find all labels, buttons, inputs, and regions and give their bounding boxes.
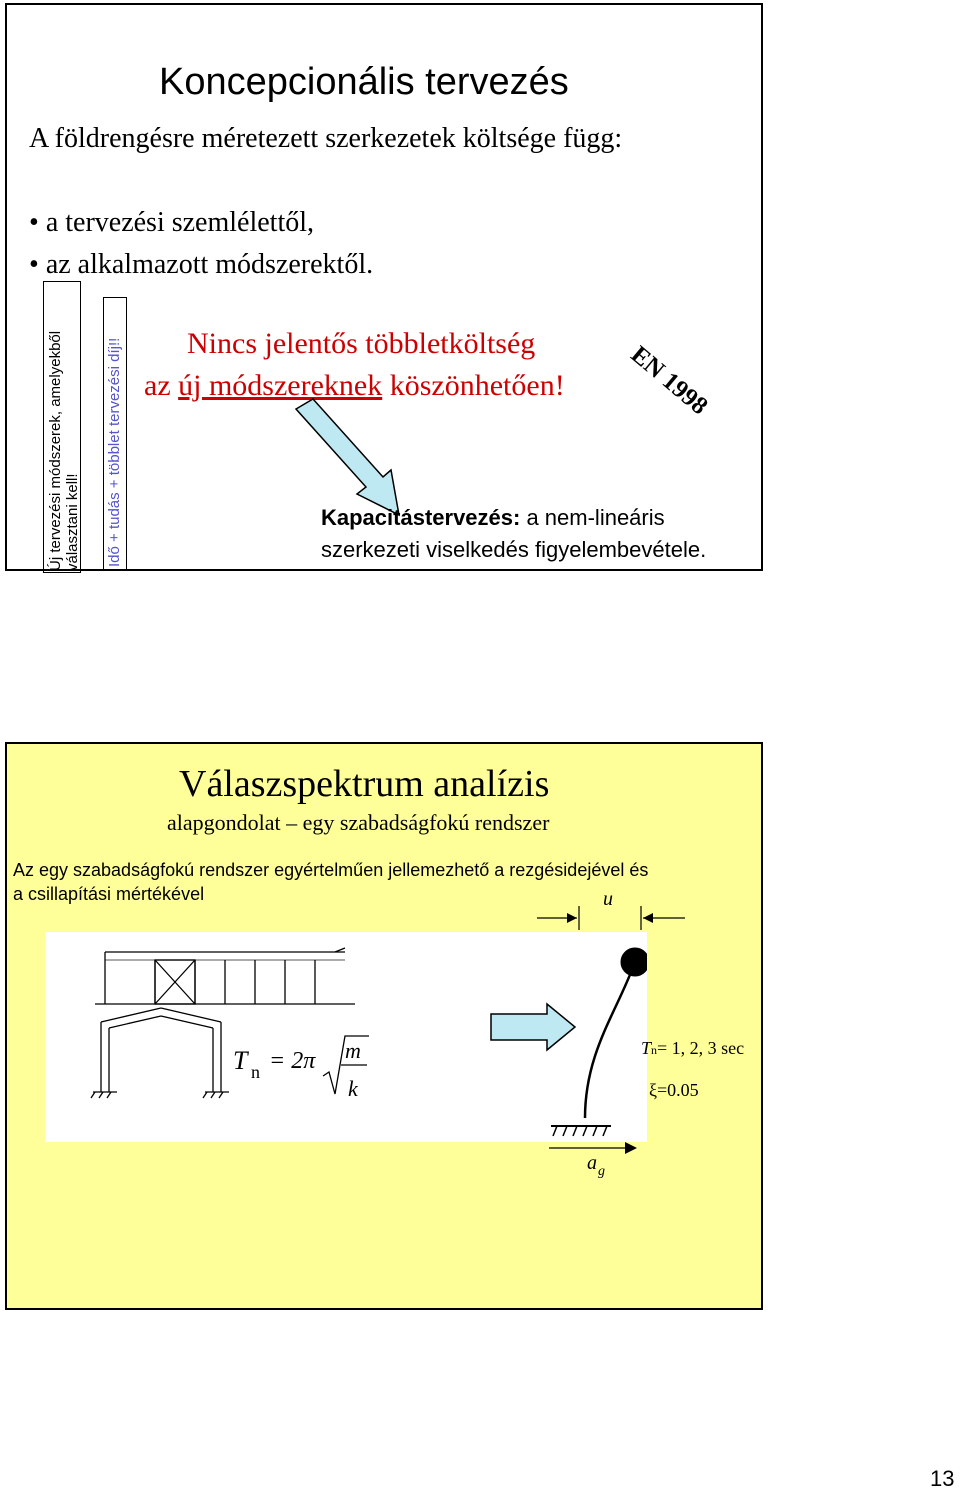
slide-subtitle: alapgondolat – egy szabadságfokú rendszer [167, 810, 550, 835]
capacity-design-line2: szerkezeti viselkedés figyelembevétele. [321, 537, 707, 562]
description-line1: Az egy szabadságfokú rendszer egyértelműen jellemezhető a rezgésidejével és [13, 860, 649, 880]
slide-title: Koncepcionális tervezés [159, 61, 569, 103]
page-number: 13 [930, 1466, 955, 1491]
big-arrow-icon [489, 1002, 579, 1052]
red-statement-line2: az új módszereknek köszönhetően! [144, 369, 565, 402]
formula-equals: = 2π [269, 1048, 316, 1074]
param-damping: ξ=0.05 [649, 1080, 699, 1100]
side-note-methods: Új tervezési módszerek, amelyekből választani kell! [47, 330, 81, 571]
label-g: g [598, 1164, 605, 1179]
slide-title: Válaszspektrum analízis [179, 763, 550, 805]
bullet-item: • az alkalmazott módszerektől. [29, 249, 374, 280]
side-note-cost: Idő + tudás + többlet tervezési díj!! [106, 337, 123, 567]
ground-support-icon [547, 1114, 657, 1164]
slide-response-spectrum [5, 742, 763, 1310]
bullet-item: • a tervezési szemlélettől, [29, 207, 315, 238]
slide-concept-design [5, 3, 763, 571]
param-period: Tn= 1, 2, 3 sec [641, 1038, 745, 1058]
bullet-dot: • [29, 207, 46, 238]
label-a: a [587, 1152, 597, 1174]
label-u: u [603, 888, 613, 910]
bullet-dot: • [29, 249, 46, 280]
capacity-design-line1: Kapacitástervezés: a nem-lineáris [321, 505, 665, 530]
arrow-icon [287, 393, 417, 523]
formula-denominator: k [348, 1076, 358, 1101]
formula-numerator: m [345, 1038, 361, 1063]
en1998-stamp: EN 1998 [625, 341, 713, 421]
slide-subtitle: A földrengésre méretezett szerkezetek költsége függ: [29, 123, 623, 154]
displacement-dimension-icon [537, 906, 687, 930]
description-line2: a csillapítási mértékével [13, 884, 205, 904]
red-statement-line1: Nincs jelentős többletköltség [187, 327, 536, 360]
formula-T: T [233, 1046, 248, 1075]
formula-subscript: n [251, 1062, 260, 1082]
